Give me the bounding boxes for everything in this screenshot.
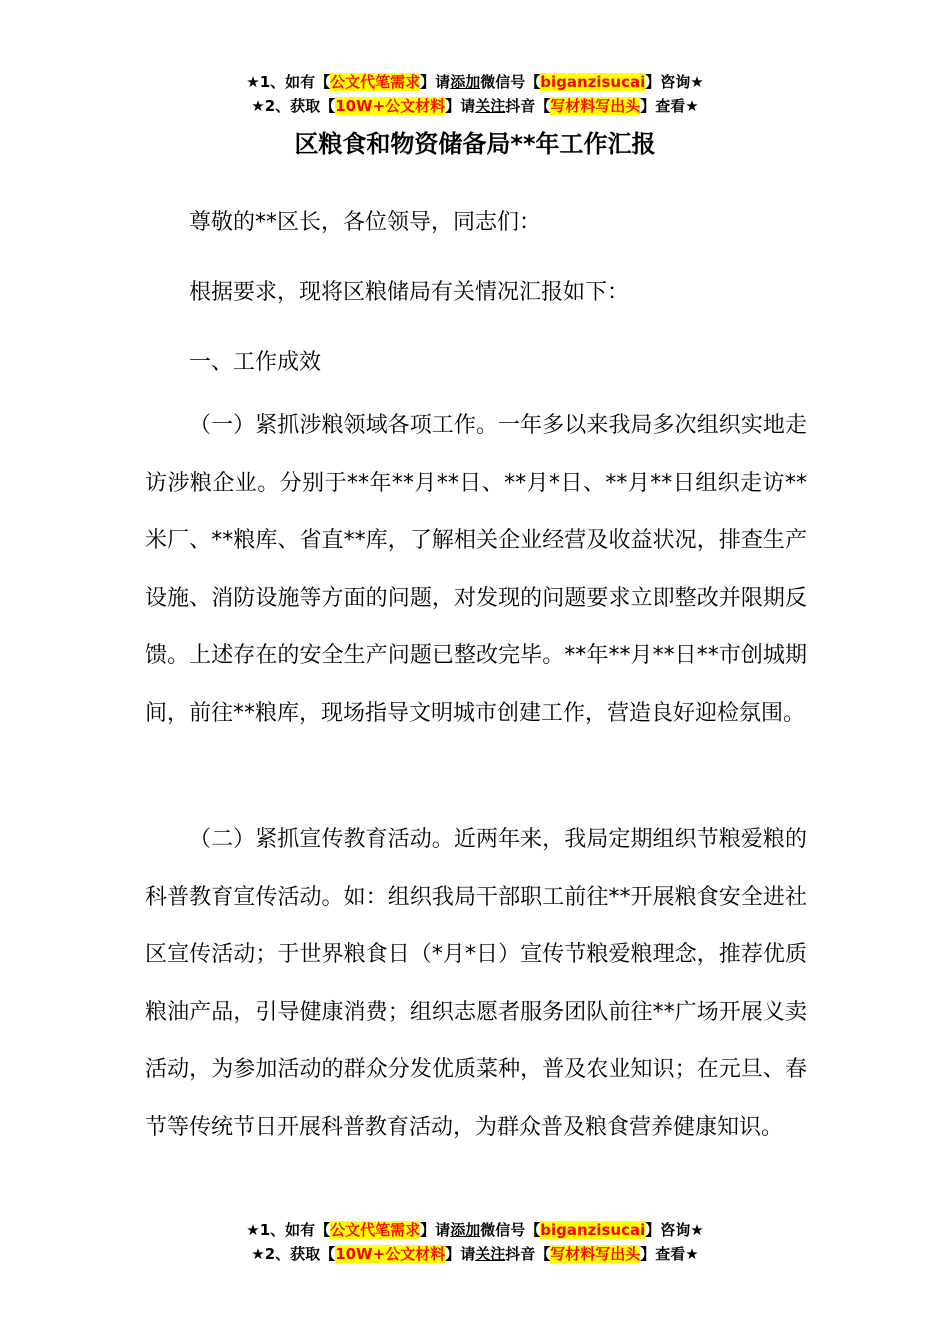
banner-highlight: biganzisucai xyxy=(540,73,646,91)
top-banner xyxy=(0,70,950,118)
greeting-block xyxy=(145,194,807,252)
banner-highlight: 10W+公文材料 xyxy=(335,1245,446,1263)
banner-line-2: ★2、获取【10W+公文材料】请关注抖音【写材料写出头】查看★ xyxy=(251,97,699,115)
document-title: 区粮食和物资储备局**年工作汇报 xyxy=(294,130,656,158)
intro-text: 根据要求，现将区粮储局有关情况汇报如下： xyxy=(189,280,630,305)
banner-emphasis: 添加 xyxy=(450,73,481,91)
greeting-text: 尊敬的**区长，各位领导，同志们： xyxy=(189,210,542,235)
bottom-banner xyxy=(0,1218,950,1266)
banner-emphasis: 关注 xyxy=(475,97,506,115)
section-heading-block xyxy=(145,334,807,392)
banner-highlight: biganzisucai xyxy=(540,1221,646,1239)
banner-line-1: ★1、如有【公文代笔需求】请添加微信号【biganzisucai】咨询★ xyxy=(246,1221,704,1239)
section-heading: 一、工作成效 xyxy=(189,350,322,375)
intro-block xyxy=(145,264,807,322)
banner-highlight: 10W+公文材料 xyxy=(335,97,446,115)
banner-line-1: ★1、如有【公文代笔需求】请添加微信号【biganzisucai】咨询★ xyxy=(246,73,704,91)
banner-highlight: 写材料写出头 xyxy=(550,1245,641,1263)
banner-highlight: 写材料写出头 xyxy=(550,97,641,115)
paragraph-1-block xyxy=(145,397,807,742)
paragraph-2-block xyxy=(145,811,807,1156)
banner-highlight: 公文代笔需求 xyxy=(330,1221,421,1239)
banner-line-2: ★2、获取【10W+公文材料】请关注抖音【写材料写出头】查看★ xyxy=(251,1245,699,1263)
banner-emphasis: 添加 xyxy=(450,1221,481,1239)
banner-emphasis: 关注 xyxy=(475,1245,506,1263)
banner-highlight: 公文代笔需求 xyxy=(330,73,421,91)
paragraph-2: （二）紧抓宣传教育活动。近两年来，我局定期组织节粮爱粮的科普教育宣传活动。如：组织我局干部职工前往**开展粮食安全进社区宣传活动；于世界粮食日（*月*日）宣传节粮爱粮理念，推荐优质粮油产品，引导健康消费；组织志愿者服务团队前往**广场开展义卖活动，为参加活动的群众分发优质菜种，普及农业知识；在元旦、春节等传统节日开展科普教育活动，为群众普及粮食营养健康知识。 xyxy=(145,827,807,1140)
paragraph-1: （一）紧抓涉粮领域各项工作。一年多以来我局多次组织实地走访涉粮企业。分别于**年**月**日、**月*日、**月**日组织走访**米厂、**粮库、省直**库，了解相关企业经营及收益状况，排查生产设施、消防设施等方面的问题，对发现的问题要求立即整改并限期反馈。上述存在的安全生产问题已整改完毕。**年**月**日**市创城期间，前往**粮库，现场指导文明城市创建工作，营造良好迎检氛围。 xyxy=(145,413,807,726)
